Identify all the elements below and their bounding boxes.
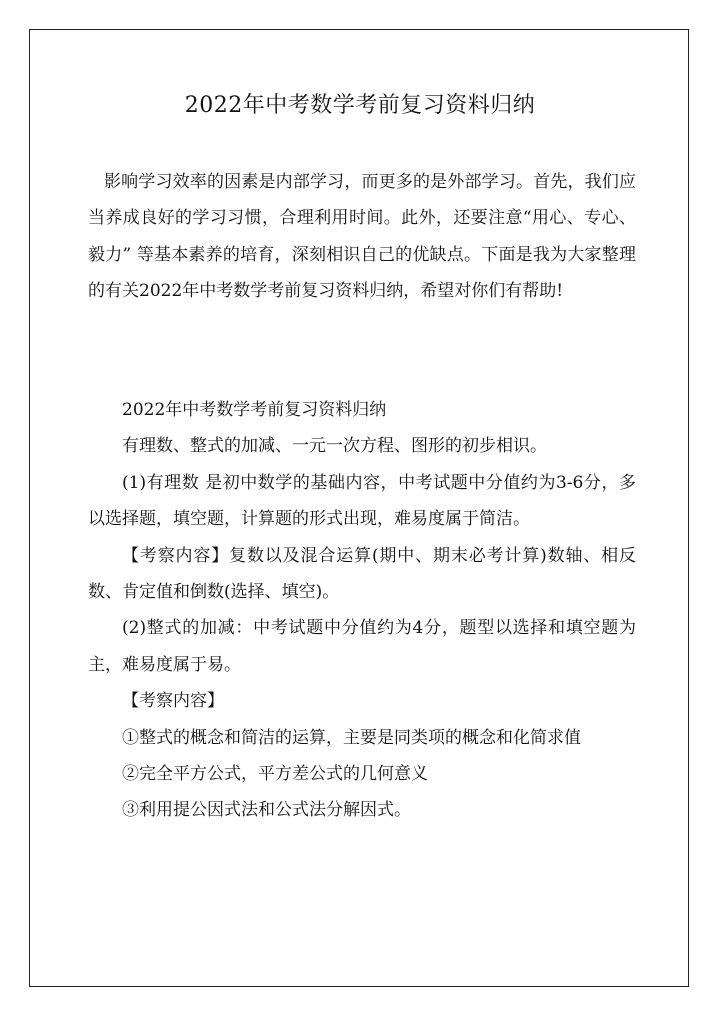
- section-heading: 2022年中考数学考前复习资料归纳: [122, 400, 387, 420]
- rational-numbers-content: 【考察内容】复数以及混合运算(期中、期末必考计算)数轴、相反数、肯定值和倒数(选择、填空)。: [88, 545, 636, 603]
- topic-summary: 有理数、整式的加减、一元一次方程、图形的初步相识。: [122, 436, 547, 457]
- list-item: ②完全平方公式，平方差公式的几何意义: [122, 764, 428, 785]
- rational-numbers-paragraph: (1)有理数 是初中数学的基础内容，中考试题中分值约为3-6分，多以选择题，填空题，计算题的形式出现，难易度属于简洁。: [88, 472, 636, 530]
- document-title: 2022年中考数学考前复习资料归纳: [184, 93, 536, 118]
- list-item: ①整式的概念和简洁的运算，主要是同类项的概念和化简求值: [122, 727, 581, 748]
- intro-paragraph: 影响学习效率的因素是内部学习，而更多的是外部学习。首先，我们应当养成良好的学习习惯，合理利用时间。此外，还要注意“用心、专心、毅力” 等基本素养的培育，深刻相识自己的优缺点。下面是我为大家整理的有关2022年中考数学考前复习资料归纳，希望对你们有帮助!: [88, 172, 636, 302]
- integral-expressions-paragraph: (2)整式的加减：中考试题中分值约为4分，题型以选择和填空题为主，难易度属于易。: [88, 618, 636, 675]
- exam-content-heading: 【考察内容】: [122, 691, 224, 712]
- list-item: ③利用提公因式法和公式法分解因式。: [122, 800, 411, 821]
- document-body: [88, 392, 636, 829]
